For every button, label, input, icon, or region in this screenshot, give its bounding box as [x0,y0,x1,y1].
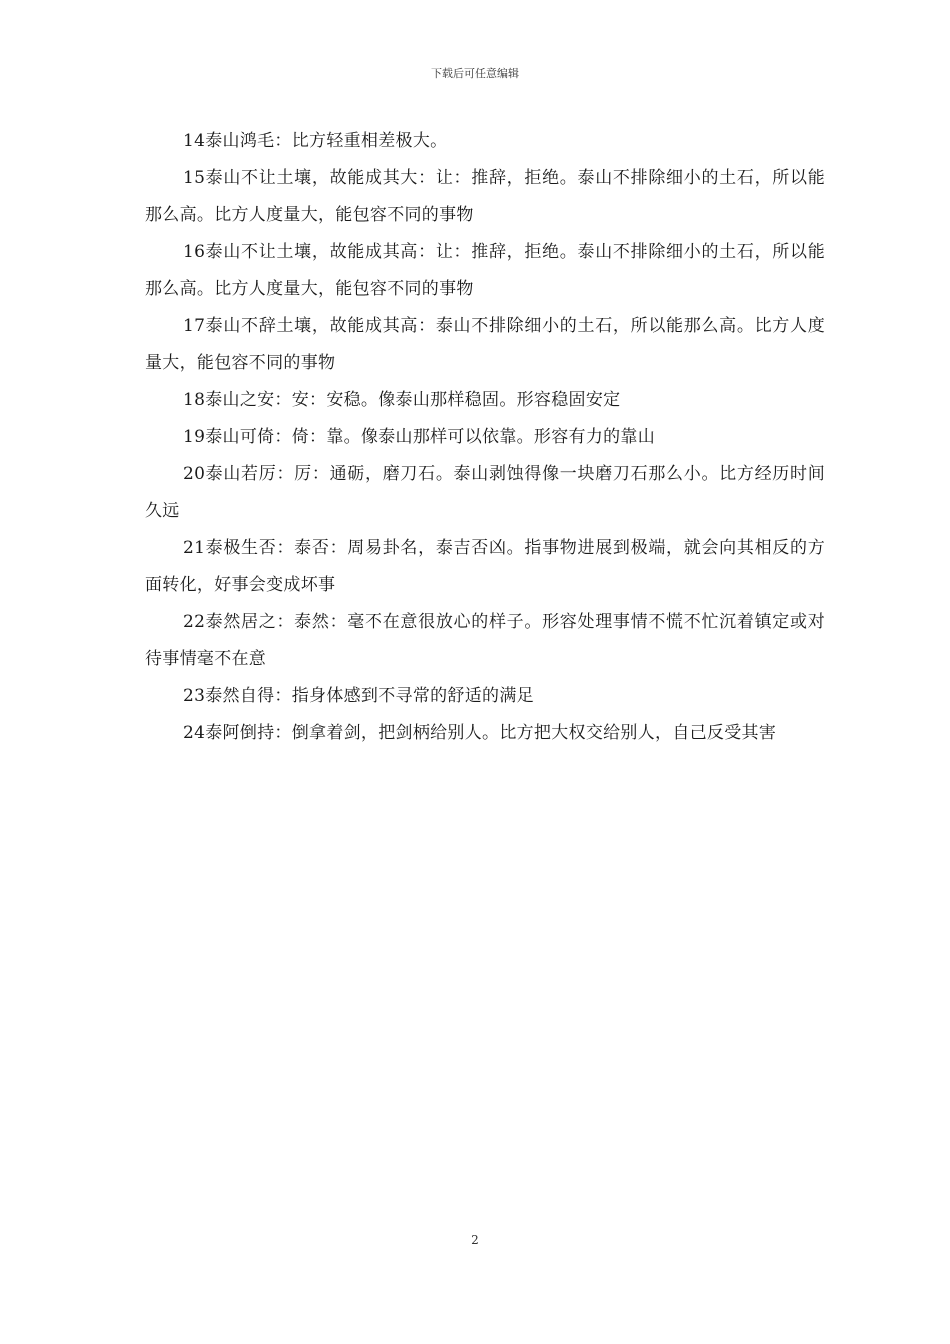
page-number: 2 [471,1233,479,1247]
idiom-entry-22: 22泰然居之：泰然：毫不在意很放心的样子。形容处理事情不慌不忙沉着镇定或对待事情毫不在意 [145,612,825,669]
idiom-entry-14: 14泰山鸿毛：比方轻重相差极大。 [183,131,448,151]
idiom-entry-17: 17泰山不辞土壤，故能成其高：泰山不排除细小的土石，所以能那么高。比方人度量大，能包容不同的事物 [145,316,825,373]
idiom-entry-24: 24泰阿倒持：倒拿着剑，把剑柄给别人。比方把大权交给别人，自己反受其害 [183,723,777,743]
idiom-entry-18: 18泰山之安：安：安稳。像泰山那样稳固。形容稳固安定 [183,390,621,410]
idiom-entry-23: 23泰然自得：指身体感到不寻常的舒适的满足 [183,686,534,706]
idiom-entry-16: 16泰山不让土壤，故能成其高：让：推辞，拒绝。泰山不排除细小的土石，所以能那么高。比方人度量大，能包容不同的事物 [145,242,825,299]
page-header: 下载后可任意编辑 [431,67,519,80]
idiom-entry-20: 20泰山若厉：厉：通砺，磨刀石。泰山剥蚀得像一块磨刀石那么小。比方经历时间久远 [145,464,825,521]
document-body [145,123,825,752]
idiom-entry-21: 21泰极生否：泰否：周易卦名，泰吉否凶。指事物进展到极端，就会向其相反的方面转化，好事会变成坏事 [145,538,825,595]
idiom-entry-19: 19泰山可倚：倚：靠。像泰山那样可以依靠。形容有力的靠山 [183,427,656,447]
idiom-entry-15: 15泰山不让土壤，故能成其大：让：推辞，拒绝。泰山不排除细小的土石，所以能那么高。比方人度量大，能包容不同的事物 [145,168,825,225]
